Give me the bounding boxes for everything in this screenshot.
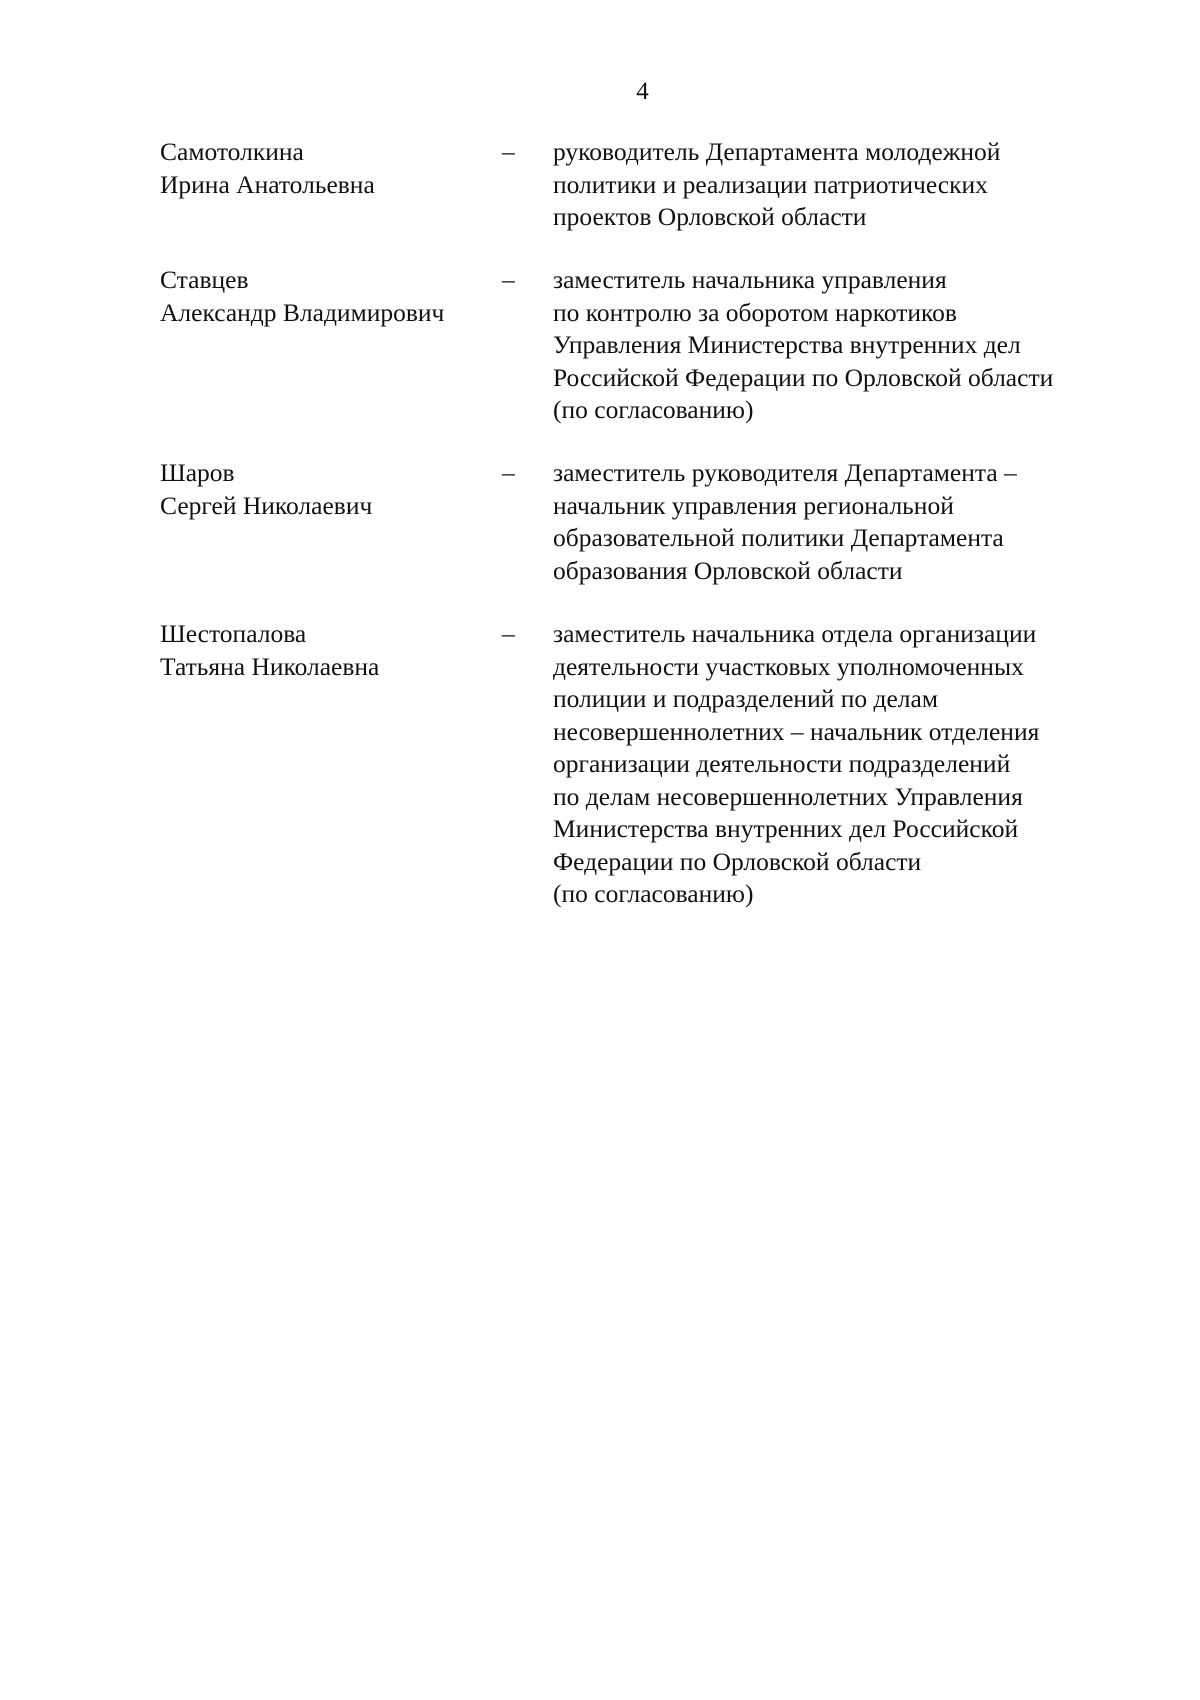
- position-line: по делам несовершеннолетних Управления: [553, 781, 1023, 811]
- position-line: (по согласованию): [553, 395, 754, 424]
- member-surname: Шаров: [160, 458, 235, 487]
- position-line: руководитель Департамента молодежной: [553, 137, 1001, 166]
- separator-dash: –: [502, 265, 515, 294]
- member-name: [160, 136, 500, 201]
- position-line: начальник управления региональной: [553, 490, 954, 520]
- position-line: организации деятельности подразделений: [553, 749, 1011, 778]
- separator-dash: –: [502, 458, 515, 487]
- position-line: Федерации по Орловской области: [553, 846, 922, 876]
- position-line: проектов Орловской области: [553, 202, 867, 231]
- member-given-names: Александр Владимирович: [160, 297, 445, 327]
- position-line: полиции и подразделений по делам: [553, 684, 938, 713]
- position-line: Российской Федерации по Орловской области: [553, 362, 1054, 392]
- member-surname: Шестопалова: [160, 619, 307, 648]
- member-surname: Самотолкина: [160, 137, 304, 166]
- position-line: (по согласованию): [553, 879, 754, 908]
- member-surname: Ставцев: [160, 265, 249, 294]
- member-name: [160, 618, 500, 683]
- position-line: несовершеннолетних – начальник отделения: [553, 716, 1040, 746]
- page-number: 4: [636, 78, 649, 105]
- member-name: [160, 457, 500, 522]
- separator-dash: –: [502, 137, 515, 166]
- member-position: [553, 264, 1153, 427]
- member-given-names: Ирина Анатольевна: [160, 169, 375, 199]
- position-line: Управления Министерства внутренних дел: [553, 330, 1021, 359]
- position-line: политики и реализации патриотических: [553, 169, 988, 199]
- member-name: [160, 264, 500, 329]
- member-position: [553, 457, 1153, 587]
- position-line: заместитель начальника управления: [553, 265, 947, 294]
- position-line: деятельности участковых уполномоченных: [553, 651, 1024, 681]
- member-given-names: Сергей Николаевич: [160, 490, 373, 520]
- position-line: заместитель руководителя Департамента –: [553, 458, 1017, 487]
- member-position: [553, 618, 1153, 911]
- position-line: заместитель начальника отдела организации: [553, 619, 1037, 648]
- position-line: образования Орловской области: [553, 555, 903, 585]
- member-given-names: Татьяна Николаевна: [160, 651, 380, 681]
- separator-dash: –: [502, 619, 515, 648]
- member-position: [553, 136, 1153, 234]
- position-line: образовательной политики Департамента: [553, 523, 1004, 552]
- position-line: по контролю за оборотом наркотиков: [553, 297, 957, 327]
- position-line: Министерства внутренних дел Российской: [553, 814, 1019, 843]
